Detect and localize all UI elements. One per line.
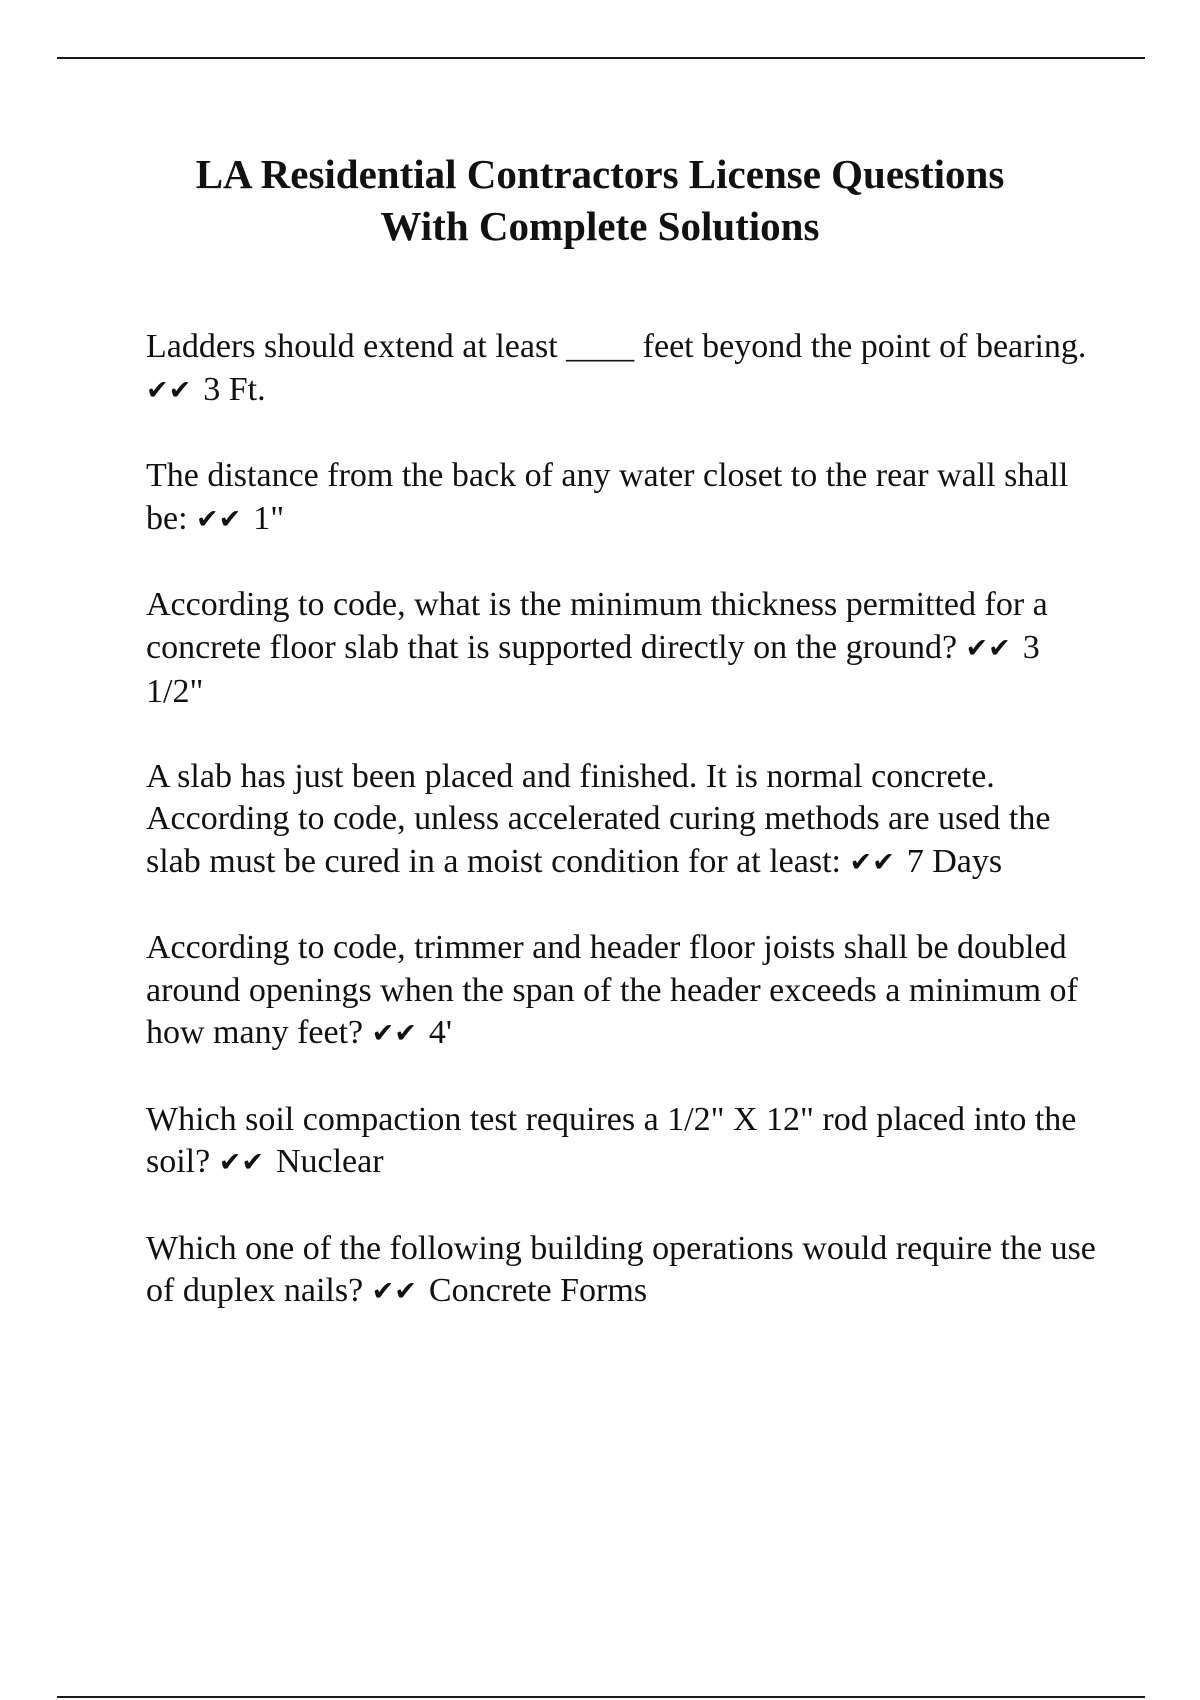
title-line-1: LA Residential Contractors License Questions bbox=[195, 151, 1005, 197]
qa-item bbox=[146, 584, 1096, 714]
answer-text: 4' bbox=[428, 1014, 453, 1051]
qa-item bbox=[146, 756, 1096, 886]
title-line-2: With Complete Solutions bbox=[380, 203, 820, 249]
question-list bbox=[146, 326, 1096, 1315]
double-check-icon: ✔✔ bbox=[146, 374, 192, 406]
answer-text: Concrete Forms bbox=[428, 1272, 648, 1309]
top-divider bbox=[57, 57, 1145, 59]
double-check-icon: ✔✔ bbox=[196, 503, 242, 535]
answer-text: Nuclear bbox=[275, 1143, 384, 1180]
question-text: Ladders should extend at least ____ feet beyond the point of bearing. bbox=[146, 328, 1087, 365]
question-text: Which one of the following building operations would require the use of duplex nails? bbox=[146, 1229, 1096, 1309]
qa-item bbox=[146, 455, 1096, 542]
question-text: The distance from the back of any water closet to the rear wall shall be: bbox=[146, 457, 1069, 537]
answer-text: 7 Days bbox=[906, 842, 1003, 880]
double-check-icon: ✔✔ bbox=[218, 1147, 264, 1178]
double-check-icon: ✔✔ bbox=[371, 1018, 417, 1049]
answer-text: 3 Ft. bbox=[203, 370, 266, 408]
question-text: According to code, trimmer and header floor joists shall be doubled around openings when the span of the header exceeds a minimum of how many feet? bbox=[146, 929, 1078, 1051]
question-text: A slab has just been placed and finished. It is normal concrete. According to code, unless accelerated curing methods are used the slab must be cured in a moist condition for at least: bbox=[146, 757, 1051, 880]
qa-item bbox=[146, 326, 1096, 413]
qa-item bbox=[146, 1228, 1096, 1315]
answer-text: 3 1/2" bbox=[146, 628, 1040, 710]
answer-text: 1" bbox=[253, 499, 285, 537]
bottom-divider bbox=[57, 1696, 1145, 1698]
qa-item bbox=[146, 927, 1096, 1057]
question-text: According to code, what is the minimum thickness permitted for a concrete floor slab that is supported directly on the ground? bbox=[146, 586, 1048, 666]
double-check-icon: ✔✔ bbox=[371, 1276, 417, 1307]
question-text: Which soil compaction test requires a 1/2" X 12" rod placed into the soil? bbox=[146, 1100, 1077, 1180]
double-check-icon: ✔✔ bbox=[965, 632, 1011, 664]
qa-item bbox=[146, 1099, 1096, 1186]
document-title bbox=[100, 148, 1100, 252]
double-check-icon: ✔✔ bbox=[849, 846, 895, 878]
